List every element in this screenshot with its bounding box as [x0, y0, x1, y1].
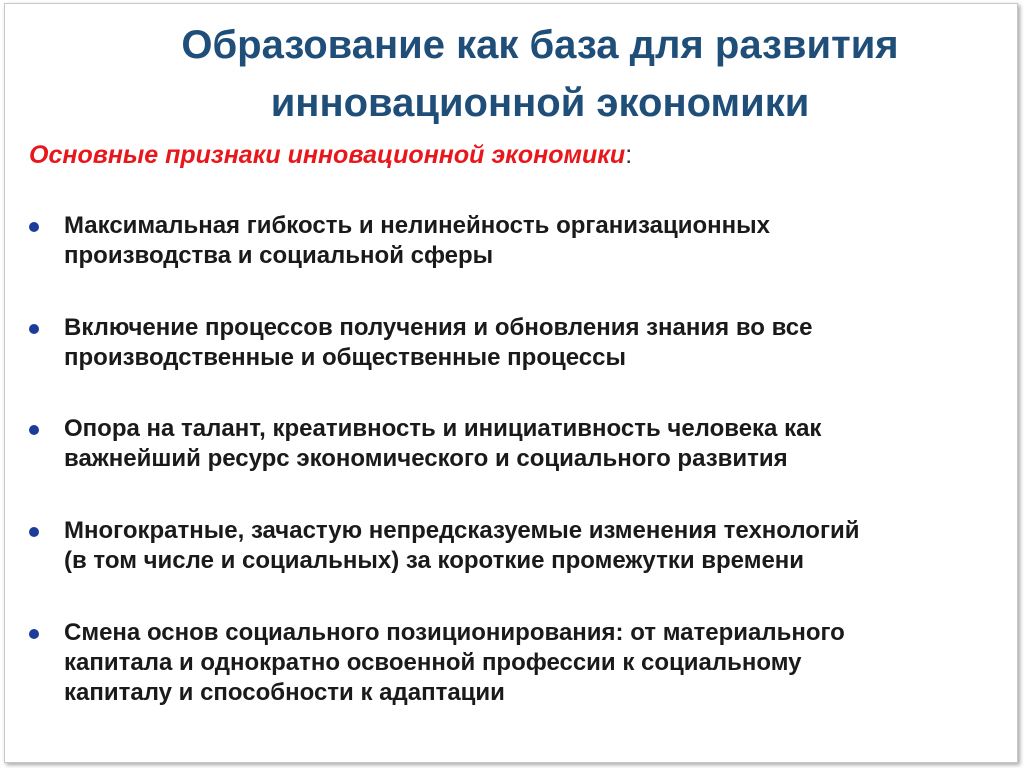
subtitle-text: Основные признаки инновационной экономики	[29, 141, 626, 169]
subtitle-colon: :	[625, 141, 633, 169]
title-line-1: Образование как база для развития	[181, 23, 899, 67]
bullet-item	[29, 516, 999, 576]
bullet-item	[29, 313, 999, 373]
bullet-dot-icon	[29, 527, 39, 537]
bullet-text	[64, 414, 821, 474]
bullet-line: Смена основ социального позиционирования: от материального	[64, 619, 845, 646]
bullet-line: Опора на талант, креативность и инициативность человека как	[64, 415, 822, 442]
bullet-text	[64, 313, 812, 373]
bullet-item	[29, 211, 999, 271]
slide-frame	[4, 3, 1018, 763]
bullet-text	[64, 211, 770, 271]
slide-subtitle	[29, 138, 632, 172]
bullet-line: капиталу и способности к адаптации	[64, 679, 505, 706]
bullet-line: важнейший ресурс экономического и социального развития	[64, 445, 788, 472]
bullet-text	[64, 618, 845, 708]
bullet-line: Максимальная гибкость и нелинейность организационных	[64, 212, 770, 239]
slide-title	[5, 16, 1024, 132]
title-line-2: инновационной экономики	[270, 81, 810, 125]
bullet-line: производства и социальной сферы	[64, 242, 494, 269]
bullet-line: производственные и общественные процессы	[64, 344, 626, 371]
bullet-line: капитала и однократно освоенной профессии к социальному	[64, 649, 802, 676]
bullet-line: (в том числе и социальных) за короткие промежутки времени	[64, 547, 805, 574]
bullet-line: Многократные, зачастую непредсказуемые изменения технологий	[64, 517, 860, 544]
bullet-item	[29, 414, 999, 474]
bullet-dot-icon	[29, 324, 39, 334]
bullet-dot-icon	[29, 425, 39, 435]
bullet-dot-icon	[29, 629, 39, 639]
bullet-item	[29, 618, 999, 708]
bullet-line: Включение процессов получения и обновления знания во все	[64, 314, 813, 341]
bullet-dot-icon	[29, 222, 39, 232]
bullet-text	[64, 516, 859, 576]
